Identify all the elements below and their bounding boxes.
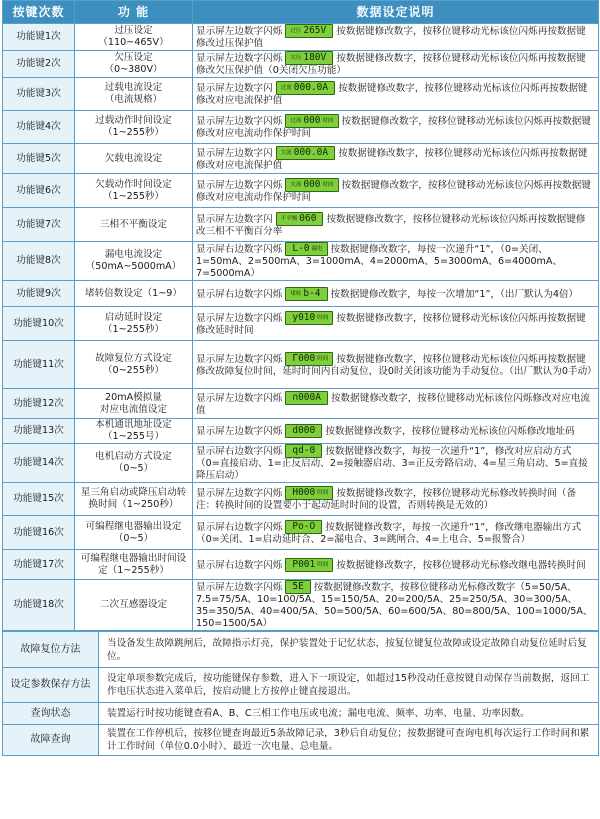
description-prefix: 显示屏左边数字闪烁 — [196, 26, 283, 37]
description-cell — [193, 419, 599, 444]
description-text: 按数据键修改数字，按移位键移动光标修改转换时间（备注：转换时间的设置要小于起动延时时间的设置，否则转换是无效的） — [196, 488, 577, 511]
table-row — [3, 24, 599, 51]
lcd-display-icon — [276, 146, 335, 160]
notes-row — [3, 703, 599, 725]
description-text: 按数据键修改数字，按移位键移动光标修改继电器转换时间 — [336, 559, 586, 571]
description-cell — [193, 24, 599, 51]
lcd-value: 000.0A — [293, 146, 329, 158]
function-cell: 过载电流设定 （电流规格） — [75, 78, 193, 111]
description-cell — [193, 111, 599, 144]
description-cell — [193, 307, 599, 341]
lcd-tag-right: 时间 — [322, 181, 334, 188]
function-cell: 堵转倍数设定（1~9） — [75, 281, 193, 307]
description-prefix: 显示屏左边数字闪烁 — [196, 312, 283, 324]
key-count-cell: 功能键7次 — [3, 208, 75, 242]
table-row — [3, 341, 599, 389]
lcd-display-icon — [285, 311, 333, 325]
description-prefix: 显示屏左边数字闪烁 — [196, 582, 283, 593]
function-cell: 启动延时设定 （1~255秒） — [75, 307, 193, 341]
lcd-value: y010 — [292, 311, 316, 323]
lcd-value: qd-0 — [292, 445, 316, 456]
operation-notes-table — [2, 631, 599, 756]
lcd-display-icon — [285, 51, 333, 65]
lcd-value: d000 — [292, 425, 316, 436]
lcd-value: Г000 — [292, 352, 316, 364]
lcd-tag-right: 时间 — [317, 490, 329, 496]
table-row — [3, 419, 599, 444]
description-text: 按数据键修改数字，按移位键移动光标该位闪烁修改对应电流值 — [196, 392, 590, 416]
description-text: 按数据键修改数字，按移位键移动光标该位闪烁再按数据键修改对应电流动作保护时间 — [196, 179, 591, 203]
table-header-row — [3, 1, 599, 24]
description-cell — [193, 550, 599, 580]
description-prefix: 显示屏左边数字闪烁 — [196, 488, 283, 499]
table-row — [3, 307, 599, 341]
lcd-display-icon — [285, 580, 310, 594]
table-row — [3, 483, 599, 516]
description-cell — [193, 51, 599, 78]
lcd-display-icon — [285, 391, 328, 405]
table-row — [3, 208, 599, 242]
table-row — [3, 389, 599, 419]
lcd-display-icon — [285, 287, 327, 301]
lcd-tag: 不平衡 — [280, 215, 298, 222]
description-cell — [193, 580, 599, 631]
function-cell: 三相不平衡设定 — [75, 208, 193, 242]
function-cell: 欠载动作时间设定 （1~255秒） — [75, 174, 193, 208]
description-cell — [193, 444, 599, 483]
lcd-display-icon — [285, 24, 333, 38]
lcd-tag: 堵转 — [290, 290, 302, 297]
lcd-tag-right: 时间 — [317, 355, 329, 362]
notes-label: 故障复位方法 — [3, 632, 99, 668]
table-row — [3, 242, 599, 281]
lcd-display-icon — [285, 352, 333, 366]
description-text: 按数据键修改数字，按移位键移动光标该位闪烁再按数据键修改对应电流保护值 — [196, 83, 588, 106]
function-cell: 欠载电流设定 — [75, 144, 193, 174]
lcd-display-icon — [276, 212, 324, 226]
function-cell: 欠压设定 （0~380V） — [75, 51, 193, 78]
key-count-cell: 功能键12次 — [3, 389, 75, 419]
lcd-display-icon — [285, 486, 333, 500]
notes-text: 装置运行时按功能键查看A、B、C三相工作电压或电流；漏电电流、频率、功率、电量、功率因数。 — [99, 703, 599, 725]
function-cell: 二次互感器设定 — [75, 580, 193, 631]
lcd-value: b-4 — [303, 287, 321, 299]
function-cell: 20mA模拟量 对应电流值设定 — [75, 389, 193, 419]
description-prefix: 显示屏左边数字闪烁 — [196, 179, 283, 191]
key-count-cell: 功能键5次 — [3, 144, 75, 174]
table-row — [3, 51, 599, 78]
notes-label: 设定参数保存方法 — [3, 668, 99, 703]
description-cell — [193, 242, 599, 281]
description-text: 按数据键修改数字，按移位键移动光标该位闪烁再按数据键修改延时时间 — [196, 312, 586, 336]
lcd-value: 060 — [299, 212, 317, 224]
lcd-display-icon — [285, 242, 327, 256]
lcd-value: 180V — [303, 52, 327, 63]
description-prefix: 显示屏左边数字闪烁 — [196, 116, 283, 127]
description-prefix: 显示屏右边数字闪烁 — [196, 559, 283, 571]
description-cell — [193, 341, 599, 389]
header-key-count: 按键次数 — [3, 1, 75, 24]
notes-text: 设定单项参数完成后，按功能键保存参数，进入下一项设定，如超过15秒没动任意按键自动保存当前数据，返回工作电压状态进入菜单后，按启动键上方按停止键直接退出。 — [99, 668, 599, 703]
description-cell — [193, 281, 599, 307]
description-text: 按数据键修改数字，按移位键移动光标该位闪烁再按数据键修改对应电流动作保护时间 — [196, 116, 591, 139]
description-cell — [193, 389, 599, 419]
lcd-display-icon — [285, 114, 338, 128]
description-prefix: 显示屏右边数字闪烁 — [196, 521, 283, 533]
description-text: 按数据键修改数字，按移位键移动光标该位闪烁再按数据键修改三相不平衡百分率 — [196, 213, 586, 237]
lcd-tag-right: 时间 — [322, 118, 334, 124]
function-cell: 过载动作时间设定 （1~255秒） — [75, 111, 193, 144]
lcd-tag: 过压 — [290, 28, 302, 34]
lcd-tag: 欠压 — [290, 55, 302, 61]
description-text: 按数据键修改数字，按移位键移动光标该位闪烁再按数据键修改对应电流保护值 — [196, 147, 588, 171]
lcd-value: Po-O — [292, 520, 316, 532]
description-prefix: 显示屏右边数字闪烁 — [196, 244, 283, 255]
description-prefix: 显示屏左边数字闪烁 — [196, 53, 283, 64]
key-count-cell: 功能键2次 — [3, 51, 75, 78]
notes-text: 装置在工作停机后，按移位键查询最近5条故障记录，3秒后自动复位；按数据键可查询电机每次运行工作时间和累计工作时间（单位0.0小时）、最近一次电量、总电量。 — [99, 725, 599, 756]
description-text: 按数据键修改数字，每按一次递升“1”，修改继电器输出方式（0=关闭、1=启动延时合、2=漏电合、3=跳闸合、4=上电合、5=报警合） — [196, 521, 582, 545]
notes-text: 当设备发生故障跳闸后，故障指示灯亮，保护装置处于记忆状态，按复位键复位故障或设定故障自动复位延时后复位。 — [99, 632, 599, 668]
lcd-tag-right: 时间 — [317, 314, 329, 321]
table-row — [3, 174, 599, 208]
table-row — [3, 144, 599, 174]
lcd-display-icon — [285, 558, 333, 572]
key-count-cell: 功能键11次 — [3, 341, 75, 389]
lcd-tag: 欠流 — [280, 149, 292, 156]
function-key-settings-table — [2, 0, 599, 631]
lcd-display-icon — [285, 444, 322, 458]
table-row — [3, 78, 599, 111]
key-count-cell: 功能键1次 — [3, 24, 75, 51]
table-row — [3, 281, 599, 307]
key-count-cell: 功能键18次 — [3, 580, 75, 631]
lcd-display-icon — [276, 81, 335, 95]
header-function: 功 能 — [75, 1, 193, 24]
table-row — [3, 111, 599, 144]
description-prefix: 显示屏左边数字闪烁 — [196, 392, 283, 404]
description-text: 按数据键修改数字，按移位键移动光标该位闪烁修改地址码 — [325, 426, 575, 437]
lcd-value: P001 — [292, 558, 316, 570]
function-cell: 可编程继电器输出设定（0~5） — [75, 516, 193, 550]
key-count-cell: 功能键9次 — [3, 281, 75, 307]
lcd-display-icon — [285, 178, 338, 192]
description-prefix: 显示屏左边数字闪烁 — [196, 353, 283, 365]
description-cell — [193, 78, 599, 111]
lcd-value: 000 — [303, 115, 321, 126]
description-cell — [193, 208, 599, 242]
notes-row — [3, 632, 599, 668]
table-row — [3, 550, 599, 580]
table-row — [3, 444, 599, 483]
lcd-tag-right: 时间 — [317, 561, 329, 568]
key-count-cell: 功能键6次 — [3, 174, 75, 208]
function-cell: 星三角启动或降压启动转换时间（1~250秒） — [75, 483, 193, 516]
notes-row — [3, 725, 599, 756]
lcd-value: H000 — [292, 487, 316, 498]
function-cell: 本机通讯地址设定 （1~255号） — [75, 419, 193, 444]
lcd-value: 000.0A — [293, 82, 329, 93]
lcd-value: ∩000A — [292, 391, 321, 403]
description-cell — [193, 483, 599, 516]
description-cell — [193, 174, 599, 208]
description-prefix: 显示屏左边数字闪 — [196, 83, 273, 94]
key-count-cell: 功能键16次 — [3, 516, 75, 550]
lcd-tag: 欠流 — [290, 181, 302, 188]
lcd-display-icon — [285, 424, 322, 438]
function-cell: 故障复位方式设定 （0~255秒） — [75, 341, 193, 389]
table-row — [3, 516, 599, 550]
key-count-cell: 功能键17次 — [3, 550, 75, 580]
key-count-cell: 功能键13次 — [3, 419, 75, 444]
description-text: 按数据键修改数字，按移位键移动光标修改数字（5=50/5A、7.5=75/5A、10=100/5A、15=150/5A、20=200/5A、25=250/5A、30=300/5A、35=350/5A、40=400/5A、50=500/5A、60=600/5A、80=800/5A、100=1000/5A、150=1500/5A） — [196, 582, 593, 629]
description-prefix: 显示屏左边数字闪 — [196, 147, 273, 159]
function-cell: 漏电电流设定 （50mA~5000mA） — [75, 242, 193, 281]
lcd-tag: 过流 — [280, 85, 292, 91]
lcd-value: 000 — [303, 178, 321, 190]
key-count-cell: 功能键15次 — [3, 483, 75, 516]
lcd-value: L-0 — [292, 243, 310, 254]
description-prefix: 显示屏左边数字闪 — [196, 213, 273, 225]
function-cell: 电机启动方式设定 （0~5） — [75, 444, 193, 483]
notes-label: 故障查询 — [3, 725, 99, 756]
key-count-cell: 功能键10次 — [3, 307, 75, 341]
description-text: 按数据键修改数字，每按一次递升“1”，（0=关闭、1=50mA、2=500mA、3=1000mA、4=2000mA、5=3000mA、6=4000mA、7=5000mA） — [196, 244, 563, 279]
key-count-cell: 功能键14次 — [3, 444, 75, 483]
lcd-value: 5E — [292, 581, 304, 592]
description-prefix: 显示屏右边数字闪烁 — [196, 446, 283, 457]
description-text: 按数据键修改数字，按移位键移动光标该位闪烁再按数据键修改欠压保护值（0关闭欠压功能） — [196, 53, 586, 76]
key-count-cell: 功能键4次 — [3, 111, 75, 144]
description-text: 按数据键修改数字，按移位键移动光标该位闪烁再按数据键修改故障复位时间，延时时间内自动复位，设0时关闭该功能为手动复位。（出厂默认为0手动） — [196, 353, 597, 377]
notes-label: 查询状态 — [3, 703, 99, 725]
key-count-cell: 功能键3次 — [3, 78, 75, 111]
description-cell — [193, 144, 599, 174]
header-data-setting: 数据设定说明 — [193, 1, 599, 24]
lcd-value: 265V — [303, 25, 327, 36]
lcd-tag: 过流 — [290, 118, 302, 124]
description-prefix: 显示屏右边数字闪烁 — [196, 288, 283, 300]
lcd-display-icon — [285, 520, 322, 534]
description-text: 按数据键修改数字，按移位键移动光标该位闪烁再按数据键修改过压保护值 — [196, 26, 586, 49]
function-cell: 可编程继电器输出时间设定（1~255秒） — [75, 550, 193, 580]
description-prefix: 显示屏左边数字闪烁 — [196, 426, 283, 437]
description-text: 按数据键修改数字，每按一次增加“1”，（出厂默认为4倍） — [330, 288, 579, 300]
key-count-cell: 功能键8次 — [3, 242, 75, 281]
description-cell — [193, 516, 599, 550]
notes-row — [3, 668, 599, 703]
function-cell: 过压设定 （110~465V） — [75, 24, 193, 51]
description-text: 按数据键修改数字，每按一次递升“1”，修改对应启动方式（0=直接启动、1=正反启动、2=接触器启动、3=正反旁路启动、4=星三角启动、5=直接降压启动） — [196, 446, 588, 481]
lcd-tag-right: 漏电 — [311, 246, 323, 252]
table-row — [3, 580, 599, 631]
